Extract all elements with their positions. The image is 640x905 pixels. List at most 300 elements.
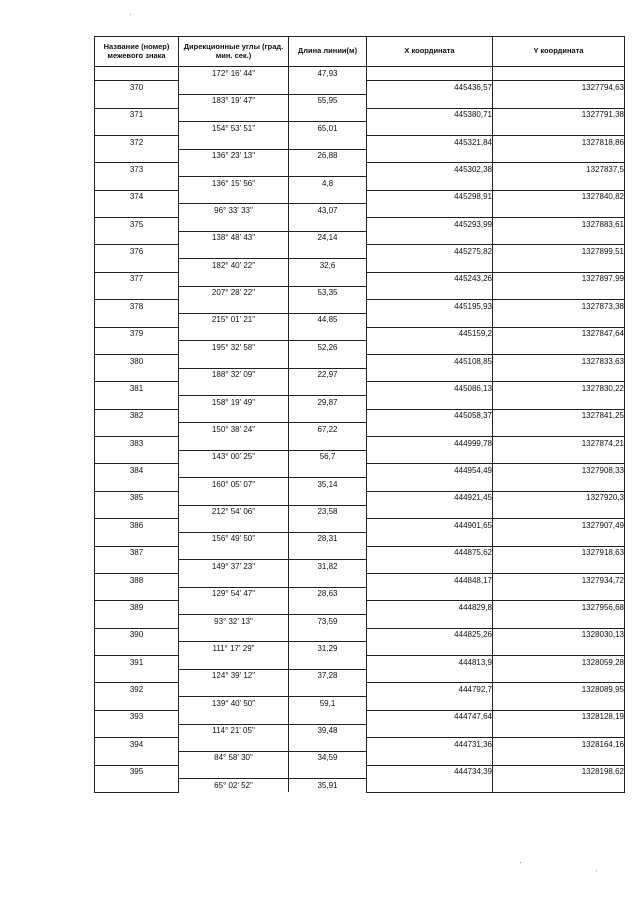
table-row-point xyxy=(95,327,625,341)
x-coordinate-cell xyxy=(367,587,493,601)
y-coordinate-cell: 1328198,62 xyxy=(493,765,625,779)
y-coordinate-cell: 1327873,38 xyxy=(493,300,625,314)
direction-angle-cell xyxy=(179,491,289,505)
table-row-segment xyxy=(95,313,625,327)
line-length-cell xyxy=(289,300,367,314)
line-length-cell xyxy=(289,546,367,560)
point-name-cell xyxy=(95,286,179,300)
x-coordinate-cell xyxy=(367,532,493,546)
x-coordinate-cell: 444901,65 xyxy=(367,519,493,533)
direction-angle-cell xyxy=(179,81,289,95)
point-name-cell: 379 xyxy=(95,327,179,341)
point-name-cell xyxy=(95,560,179,574)
direction-angle-cell: 150° 38' 24" xyxy=(179,423,289,437)
x-coordinate-cell: 444921,45 xyxy=(367,491,493,505)
line-length-cell: 29,87 xyxy=(289,396,367,410)
table-row-point xyxy=(95,245,625,259)
x-coordinate-cell: 445302,38 xyxy=(367,163,493,177)
point-name-cell: 372 xyxy=(95,135,179,149)
direction-angle-cell xyxy=(179,573,289,587)
line-length-cell xyxy=(289,327,367,341)
line-length-cell xyxy=(289,163,367,177)
direction-angle-cell: 65° 02' 52" xyxy=(179,779,289,793)
direction-angle-cell xyxy=(179,765,289,779)
y-coordinate-cell: 1328059,28 xyxy=(493,656,625,670)
scan-speck xyxy=(130,14,131,15)
table-row-segment xyxy=(95,177,625,191)
direction-angle-cell xyxy=(179,272,289,286)
direction-angle-cell: 215° 01' 21" xyxy=(179,313,289,327)
line-length-cell: 26,88 xyxy=(289,149,367,163)
x-coordinate-cell: 445058,37 xyxy=(367,409,493,423)
y-coordinate-cell xyxy=(493,177,625,191)
y-coordinate-cell xyxy=(493,149,625,163)
line-length-cell: 59,1 xyxy=(289,697,367,711)
y-coordinate-cell xyxy=(493,368,625,382)
table-row-segment xyxy=(95,341,625,355)
line-length-cell: 28,63 xyxy=(289,587,367,601)
point-name-cell: 380 xyxy=(95,354,179,368)
table-row-segment xyxy=(95,368,625,382)
x-coordinate-cell xyxy=(367,642,493,656)
x-coordinate-cell xyxy=(367,204,493,218)
line-length-cell xyxy=(289,683,367,697)
x-coordinate-cell xyxy=(367,724,493,738)
y-coordinate-cell: 1327899,51 xyxy=(493,245,625,259)
point-name-cell: 389 xyxy=(95,601,179,615)
x-coordinate-cell: 444829,8 xyxy=(367,601,493,615)
point-name-cell xyxy=(95,231,179,245)
y-coordinate-cell: 1327908,33 xyxy=(493,464,625,478)
line-length-cell: 55,95 xyxy=(289,94,367,108)
x-coordinate-cell: 445195,93 xyxy=(367,300,493,314)
table-row-point xyxy=(95,354,625,368)
direction-angle-cell xyxy=(179,218,289,232)
table-row-point xyxy=(95,190,625,204)
x-coordinate-cell: 445159,2 xyxy=(367,327,493,341)
line-length-cell xyxy=(289,464,367,478)
point-name-cell xyxy=(95,341,179,355)
line-length-cell: 67,22 xyxy=(289,423,367,437)
direction-angle-cell xyxy=(179,354,289,368)
y-coordinate-cell xyxy=(493,587,625,601)
x-coordinate-cell: 444792,7 xyxy=(367,683,493,697)
x-coordinate-cell xyxy=(367,368,493,382)
point-name-cell: 391 xyxy=(95,656,179,670)
direction-angle-cell: 212° 54' 06" xyxy=(179,505,289,519)
y-coordinate-cell: 1327841,25 xyxy=(493,409,625,423)
table-row-segment xyxy=(95,231,625,245)
direction-angle-cell xyxy=(179,327,289,341)
direction-angle-cell xyxy=(179,382,289,396)
point-name-cell: 388 xyxy=(95,573,179,587)
table-row-segment xyxy=(95,94,625,108)
point-name-cell xyxy=(95,642,179,656)
y-coordinate-cell: 1327791,38 xyxy=(493,108,625,122)
table-header-row xyxy=(95,37,625,67)
direction-angle-cell: 149° 37' 23" xyxy=(179,560,289,574)
table-row-segment xyxy=(95,532,625,546)
direction-angle-cell: 129° 54' 47" xyxy=(179,587,289,601)
table-row-point xyxy=(95,382,625,396)
table-row-segment xyxy=(95,204,625,218)
y-coordinate-cell: 1327897,99 xyxy=(493,272,625,286)
y-coordinate-cell: 1328089,95 xyxy=(493,683,625,697)
y-coordinate-cell: 1327956,68 xyxy=(493,601,625,615)
x-coordinate-cell: 444813,9 xyxy=(367,656,493,670)
direction-angle-cell: 188° 32' 09" xyxy=(179,368,289,382)
y-coordinate-cell xyxy=(493,724,625,738)
y-coordinate-cell xyxy=(493,560,625,574)
table-row-segment xyxy=(95,587,625,601)
point-name-cell: 378 xyxy=(95,300,179,314)
y-coordinate-cell xyxy=(493,341,625,355)
point-name-cell: 395 xyxy=(95,765,179,779)
y-coordinate-cell xyxy=(493,450,625,464)
table-row-segment xyxy=(95,642,625,656)
x-coordinate-cell: 444954,49 xyxy=(367,464,493,478)
y-coordinate-cell xyxy=(493,478,625,492)
point-name-cell xyxy=(95,779,179,793)
y-coordinate-cell: 1327837,5 xyxy=(493,163,625,177)
direction-angle-cell xyxy=(179,628,289,642)
header-direction-angle: Дирекционные углы (град. мин. сек.) xyxy=(179,37,289,67)
y-coordinate-cell xyxy=(493,231,625,245)
x-coordinate-cell: 445293,99 xyxy=(367,218,493,232)
point-name-cell: 375 xyxy=(95,218,179,232)
line-length-cell: 23,58 xyxy=(289,505,367,519)
table-row-segment xyxy=(95,505,625,519)
coordinates-table xyxy=(94,36,625,793)
x-coordinate-cell xyxy=(367,478,493,492)
table-row-segment xyxy=(95,697,625,711)
line-length-cell: 47,93 xyxy=(289,67,367,81)
line-length-cell xyxy=(289,218,367,232)
line-length-cell: 31,82 xyxy=(289,560,367,574)
table-row-point xyxy=(95,738,625,752)
point-name-cell: 386 xyxy=(95,519,179,533)
line-length-cell: 73,59 xyxy=(289,615,367,629)
table-row-segment xyxy=(95,779,625,793)
point-name-cell xyxy=(95,259,179,273)
direction-angle-cell: 124° 39' 12" xyxy=(179,669,289,683)
line-length-cell: 56,7 xyxy=(289,450,367,464)
direction-angle-cell: 156° 49' 50" xyxy=(179,532,289,546)
direction-angle-cell xyxy=(179,546,289,560)
line-length-cell: 32,6 xyxy=(289,259,367,273)
x-coordinate-cell: 444848,17 xyxy=(367,573,493,587)
point-name-cell: 371 xyxy=(95,108,179,122)
table-row-segment xyxy=(95,615,625,629)
y-coordinate-cell: 1327847,64 xyxy=(493,327,625,341)
x-coordinate-cell xyxy=(367,450,493,464)
point-name-cell xyxy=(95,669,179,683)
y-coordinate-cell: 1327907,49 xyxy=(493,519,625,533)
point-name-cell xyxy=(95,587,179,601)
direction-angle-cell xyxy=(179,245,289,259)
line-length-cell: 39,48 xyxy=(289,724,367,738)
table-row-segment xyxy=(95,396,625,410)
table-row-point xyxy=(95,491,625,505)
y-coordinate-cell xyxy=(493,423,625,437)
direction-angle-cell xyxy=(179,464,289,478)
line-length-cell: 44,85 xyxy=(289,313,367,327)
x-coordinate-cell xyxy=(367,505,493,519)
x-coordinate-cell: 445108,85 xyxy=(367,354,493,368)
point-name-cell: 385 xyxy=(95,491,179,505)
y-coordinate-cell xyxy=(493,642,625,656)
point-name-cell xyxy=(95,615,179,629)
y-coordinate-cell xyxy=(493,532,625,546)
table-row-point xyxy=(95,409,625,423)
direction-angle-cell: 136° 23' 13" xyxy=(179,149,289,163)
line-length-cell: 28,31 xyxy=(289,532,367,546)
direction-angle-cell xyxy=(179,738,289,752)
table-row-point xyxy=(95,464,625,478)
direction-angle-cell: 114° 21' 05" xyxy=(179,724,289,738)
direction-angle-cell: 160° 05' 07" xyxy=(179,478,289,492)
point-name-cell: 392 xyxy=(95,683,179,697)
point-name-cell xyxy=(95,204,179,218)
direction-angle-cell: 195° 32' 58" xyxy=(179,341,289,355)
table-row-point xyxy=(95,683,625,697)
x-coordinate-cell xyxy=(367,697,493,711)
table-row-point xyxy=(95,108,625,122)
line-length-cell: 35,14 xyxy=(289,478,367,492)
line-length-cell: 53,35 xyxy=(289,286,367,300)
line-length-cell xyxy=(289,409,367,423)
point-name-cell: 393 xyxy=(95,710,179,724)
point-name-cell xyxy=(95,177,179,191)
direction-angle-cell xyxy=(179,163,289,177)
table-row-point xyxy=(95,656,625,670)
header-y-coordinate: Y координата xyxy=(493,37,625,67)
point-name-cell xyxy=(95,368,179,382)
direction-angle-cell: 96° 33' 33" xyxy=(179,204,289,218)
direction-angle-cell xyxy=(179,190,289,204)
line-length-cell xyxy=(289,108,367,122)
table-row-point xyxy=(95,437,625,451)
direction-angle-cell: 182° 40' 22" xyxy=(179,259,289,273)
y-coordinate-cell: 1327934,72 xyxy=(493,573,625,587)
y-coordinate-cell: 1327794,63 xyxy=(493,81,625,95)
x-coordinate-cell xyxy=(367,313,493,327)
point-name-cell xyxy=(95,149,179,163)
y-coordinate-cell xyxy=(493,122,625,136)
y-coordinate-cell xyxy=(493,204,625,218)
x-coordinate-cell xyxy=(367,231,493,245)
line-length-cell: 35,91 xyxy=(289,779,367,793)
line-length-cell: 4,8 xyxy=(289,177,367,191)
y-coordinate-cell: 1327840,82 xyxy=(493,190,625,204)
direction-angle-cell xyxy=(179,656,289,670)
y-coordinate-cell xyxy=(493,505,625,519)
table-row-segment xyxy=(95,149,625,163)
direction-angle-cell xyxy=(179,135,289,149)
table-row-point xyxy=(95,519,625,533)
table-row-point xyxy=(95,163,625,177)
x-coordinate-cell xyxy=(367,669,493,683)
y-coordinate-cell xyxy=(493,94,625,108)
table-row-segment xyxy=(95,67,625,81)
table-row-segment xyxy=(95,259,625,273)
direction-angle-cell: 136° 15' 56" xyxy=(179,177,289,191)
line-length-cell xyxy=(289,437,367,451)
direction-angle-cell xyxy=(179,300,289,314)
table-row-point xyxy=(95,218,625,232)
direction-angle-cell xyxy=(179,108,289,122)
y-coordinate-cell: 1328128,19 xyxy=(493,710,625,724)
table-row-segment xyxy=(95,286,625,300)
x-coordinate-cell: 445298,91 xyxy=(367,190,493,204)
x-coordinate-cell xyxy=(367,751,493,765)
y-coordinate-cell xyxy=(493,313,625,327)
table-row-point xyxy=(95,573,625,587)
line-length-cell xyxy=(289,573,367,587)
table-row-segment xyxy=(95,560,625,574)
point-name-cell xyxy=(95,122,179,136)
line-length-cell: 52,26 xyxy=(289,341,367,355)
x-coordinate-cell: 445243,26 xyxy=(367,272,493,286)
line-length-cell xyxy=(289,710,367,724)
direction-angle-cell xyxy=(179,601,289,615)
x-coordinate-cell xyxy=(367,396,493,410)
line-length-cell xyxy=(289,738,367,752)
y-coordinate-cell xyxy=(493,615,625,629)
table-row-segment xyxy=(95,724,625,738)
point-name-cell xyxy=(95,697,179,711)
x-coordinate-cell: 444731,36 xyxy=(367,738,493,752)
table-row-segment xyxy=(95,669,625,683)
y-coordinate-cell: 1328164,16 xyxy=(493,738,625,752)
point-name-cell: 370 xyxy=(95,81,179,95)
x-coordinate-cell xyxy=(367,177,493,191)
x-coordinate-cell: 445321,84 xyxy=(367,135,493,149)
header-point-name: Название (номер) межевого знака xyxy=(95,37,179,67)
x-coordinate-cell: 444875,62 xyxy=(367,546,493,560)
direction-angle-cell: 139° 40' 50" xyxy=(179,697,289,711)
x-coordinate-cell xyxy=(367,423,493,437)
direction-angle-cell xyxy=(179,437,289,451)
x-coordinate-cell xyxy=(367,67,493,81)
point-name-cell: 374 xyxy=(95,190,179,204)
x-coordinate-cell xyxy=(367,259,493,273)
y-coordinate-cell: 1327874,21 xyxy=(493,437,625,451)
table-row-segment xyxy=(95,423,625,437)
table-row-segment xyxy=(95,450,625,464)
point-name-cell: 377 xyxy=(95,272,179,286)
y-coordinate-cell: 1327818,86 xyxy=(493,135,625,149)
direction-angle-cell: 158° 19' 49" xyxy=(179,396,289,410)
point-name-cell xyxy=(95,423,179,437)
y-coordinate-cell xyxy=(493,669,625,683)
direction-angle-cell xyxy=(179,710,289,724)
point-name-cell xyxy=(95,478,179,492)
x-coordinate-cell xyxy=(367,94,493,108)
line-length-cell xyxy=(289,491,367,505)
table-row-segment xyxy=(95,751,625,765)
y-coordinate-cell: 1327830,22 xyxy=(493,382,625,396)
table-row-point xyxy=(95,710,625,724)
line-length-cell: 24,14 xyxy=(289,231,367,245)
scan-speck xyxy=(596,870,597,871)
point-name-cell: 381 xyxy=(95,382,179,396)
x-coordinate-cell xyxy=(367,560,493,574)
point-name-cell xyxy=(95,94,179,108)
header-line-length: Длина линии(м) xyxy=(289,37,367,67)
line-length-cell: 34,59 xyxy=(289,751,367,765)
table-row-point xyxy=(95,272,625,286)
line-length-cell: 65,01 xyxy=(289,122,367,136)
direction-angle-cell xyxy=(179,683,289,697)
direction-angle-cell: 207° 28' 22" xyxy=(179,286,289,300)
point-name-cell xyxy=(95,67,179,81)
point-name-cell: 394 xyxy=(95,738,179,752)
scan-speck xyxy=(520,862,521,863)
y-coordinate-cell xyxy=(493,286,625,300)
point-name-cell xyxy=(95,396,179,410)
table-row-point xyxy=(95,81,625,95)
direction-angle-cell: 138° 48' 43" xyxy=(179,231,289,245)
x-coordinate-cell: 444747,64 xyxy=(367,710,493,724)
point-name-cell xyxy=(95,450,179,464)
line-length-cell xyxy=(289,81,367,95)
point-name-cell xyxy=(95,724,179,738)
header-x-coordinate: X координата xyxy=(367,37,493,67)
direction-angle-cell: 154° 53' 51" xyxy=(179,122,289,136)
line-length-cell xyxy=(289,272,367,286)
table-row-point xyxy=(95,546,625,560)
line-length-cell xyxy=(289,601,367,615)
point-name-cell: 382 xyxy=(95,409,179,423)
direction-angle-cell: 183° 19' 47" xyxy=(179,94,289,108)
direction-angle-cell: 84° 58' 30" xyxy=(179,751,289,765)
x-coordinate-cell xyxy=(367,341,493,355)
y-coordinate-cell: 1327918,63 xyxy=(493,546,625,560)
direction-angle-cell: 111° 17' 29" xyxy=(179,642,289,656)
x-coordinate-cell xyxy=(367,149,493,163)
table-row-point xyxy=(95,135,625,149)
point-name-cell: 384 xyxy=(95,464,179,478)
line-length-cell: 31,29 xyxy=(289,642,367,656)
x-coordinate-cell xyxy=(367,122,493,136)
y-coordinate-cell xyxy=(493,751,625,765)
line-length-cell: 43,07 xyxy=(289,204,367,218)
x-coordinate-cell xyxy=(367,779,493,793)
y-coordinate-cell: 1328030,13 xyxy=(493,628,625,642)
direction-angle-cell xyxy=(179,519,289,533)
point-name-cell xyxy=(95,505,179,519)
table-row-point xyxy=(95,628,625,642)
y-coordinate-cell: 1327883,61 xyxy=(493,218,625,232)
y-coordinate-cell xyxy=(493,396,625,410)
line-length-cell xyxy=(289,519,367,533)
table-row-point xyxy=(95,601,625,615)
point-name-cell: 383 xyxy=(95,437,179,451)
direction-angle-cell: 93° 32' 13" xyxy=(179,615,289,629)
x-coordinate-cell xyxy=(367,615,493,629)
y-coordinate-cell xyxy=(493,259,625,273)
line-length-cell xyxy=(289,354,367,368)
table-row-point xyxy=(95,300,625,314)
line-length-cell xyxy=(289,190,367,204)
direction-angle-cell: 172° 16' 44" xyxy=(179,67,289,81)
line-length-cell xyxy=(289,628,367,642)
point-name-cell: 390 xyxy=(95,628,179,642)
table-row-segment xyxy=(95,478,625,492)
y-coordinate-cell xyxy=(493,67,625,81)
direction-angle-cell xyxy=(179,409,289,423)
